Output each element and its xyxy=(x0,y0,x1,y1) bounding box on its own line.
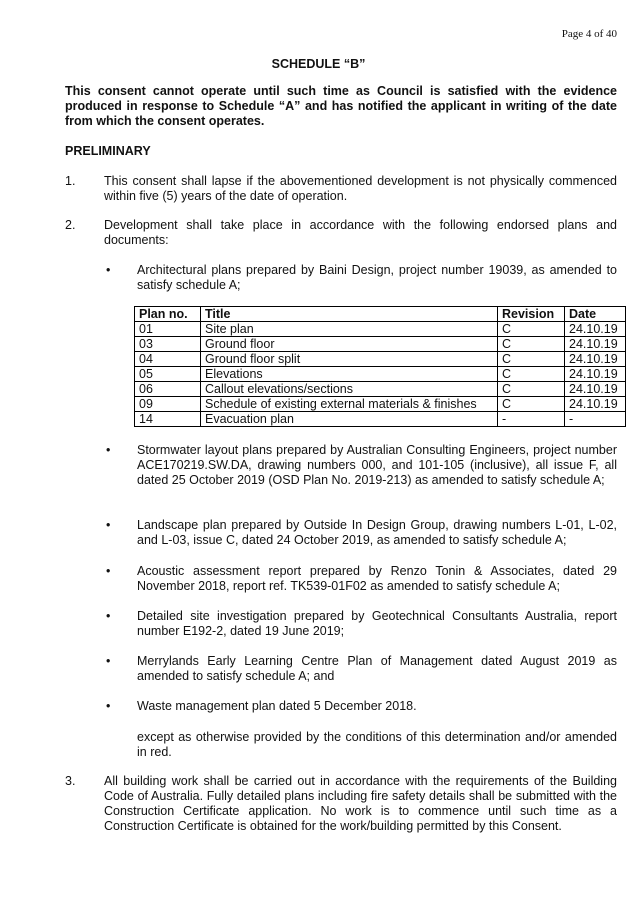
table-cell: Schedule of existing external materials & finishes xyxy=(201,397,498,412)
schedule-title: SCHEDULE “B” xyxy=(271,57,366,71)
table-cell: C xyxy=(498,352,565,367)
table-cell: C xyxy=(498,397,565,412)
table-row xyxy=(135,397,626,412)
table-cell: Evacuation plan xyxy=(201,412,498,427)
column-header: Plan no. xyxy=(135,307,201,322)
table-cell: Elevations xyxy=(201,367,498,382)
table-cell: 24.10.19 xyxy=(565,397,626,412)
bullet-icon: • xyxy=(106,609,111,623)
bullet-text: Merrylands Early Learning Centre Plan of Management dated August 2019 as amended to satisfy schedule A; and xyxy=(137,654,617,683)
item-text: This consent shall lapse if the abovementioned development is not physically commenced within five (5) years of the date of operation. xyxy=(104,174,617,203)
table-cell: 01 xyxy=(135,322,201,337)
column-header: Revision xyxy=(498,307,565,322)
table-header-row xyxy=(135,307,626,322)
item-text: Development shall take place in accordance with the following endorsed plans and documents: xyxy=(104,218,617,247)
table-cell: Ground floor split xyxy=(201,352,498,367)
table-row xyxy=(135,367,626,382)
bullet-icon: • xyxy=(106,263,111,277)
table-cell: C xyxy=(498,382,565,397)
bullet-icon: • xyxy=(106,518,111,532)
table-cell: 04 xyxy=(135,352,201,367)
column-header: Date xyxy=(565,307,626,322)
bullet-icon: • xyxy=(106,654,111,668)
table-row xyxy=(135,412,626,427)
page-number: Page 4 of 40 xyxy=(561,28,617,40)
table-cell: 09 xyxy=(135,397,201,412)
column-header: Title xyxy=(201,307,498,322)
item-text: All building work shall be carried out in accordance with the requirements of the Building Code of Australia. Fully detailed plans including fire safety details shall be submitted with the Construction Certificate application. No work is to commence until such time as a Construction Certificate is obtained for the work/building permitted by this Consent. xyxy=(104,774,617,833)
bullet-text: Landscape plan prepared by Outside In Design Group, drawing numbers L-01, L-02, and L-03, issue C, dated 24 October 2019, as amended to satisfy schedule A; xyxy=(137,518,617,547)
table-cell: C xyxy=(498,322,565,337)
intro-paragraph: This consent cannot operate until such time as Council is satisfied with the evidence produced in response to Schedule “A” and has notified the applicant in writing of the date from which the consent operates. xyxy=(65,84,617,128)
item-number: 2. xyxy=(65,218,76,232)
table-cell: 05 xyxy=(135,367,201,382)
table-cell: 06 xyxy=(135,382,201,397)
table-row xyxy=(135,337,626,352)
table-row xyxy=(135,352,626,367)
bullet-icon: • xyxy=(106,443,111,457)
table-cell: Ground floor xyxy=(201,337,498,352)
table-cell: 24.10.19 xyxy=(565,352,626,367)
item-number: 1. xyxy=(65,174,76,188)
table-cell: 03 xyxy=(135,337,201,352)
bullet-icon: • xyxy=(106,699,111,713)
table-cell: 14 xyxy=(135,412,201,427)
bullet-text: Architectural plans prepared by Baini Design, project number 19039, as amended to satisfy schedule A; xyxy=(137,263,617,292)
bullet-text: Detailed site investigation prepared by Geotechnical Consultants Australia, report number E192-2, dated 19 June 2019; xyxy=(137,609,617,638)
table-cell: Callout elevations/sections xyxy=(201,382,498,397)
table-cell: 24.10.19 xyxy=(565,382,626,397)
table-cell: 24.10.19 xyxy=(565,367,626,382)
bullet-text: Waste management plan dated 5 December 2018. xyxy=(137,699,417,713)
table-cell: - xyxy=(498,412,565,427)
bullet-icon: • xyxy=(106,564,111,578)
bullet-text: Stormwater layout plans prepared by Australian Consulting Engineers, project number ACE170219.SW.DA, drawing numbers 000, and 101-105 (inclusive), all issue F, all dated 25 October 2019 (OSD Plan No. 2019-213) as amended to satisfy schedule A; xyxy=(137,443,617,487)
plans-table xyxy=(134,306,626,427)
table-cell: 24.10.19 xyxy=(565,337,626,352)
item-number: 3. xyxy=(65,774,76,788)
preliminary-heading: PRELIMINARY xyxy=(65,144,151,158)
table-cell: Site plan xyxy=(201,322,498,337)
table-cell: C xyxy=(498,367,565,382)
table-cell: - xyxy=(565,412,626,427)
bullet-text: Acoustic assessment report prepared by Renzo Tonin & Associates, dated 29 November 2018, report ref. TK539-01F02 as amended to satisfy schedule A; xyxy=(137,564,617,593)
table-row xyxy=(135,322,626,337)
table-cell: 24.10.19 xyxy=(565,322,626,337)
except-text: except as otherwise provided by the conditions of this determination and/or amended in red. xyxy=(137,730,617,759)
table-cell: C xyxy=(498,337,565,352)
table-row xyxy=(135,382,626,397)
